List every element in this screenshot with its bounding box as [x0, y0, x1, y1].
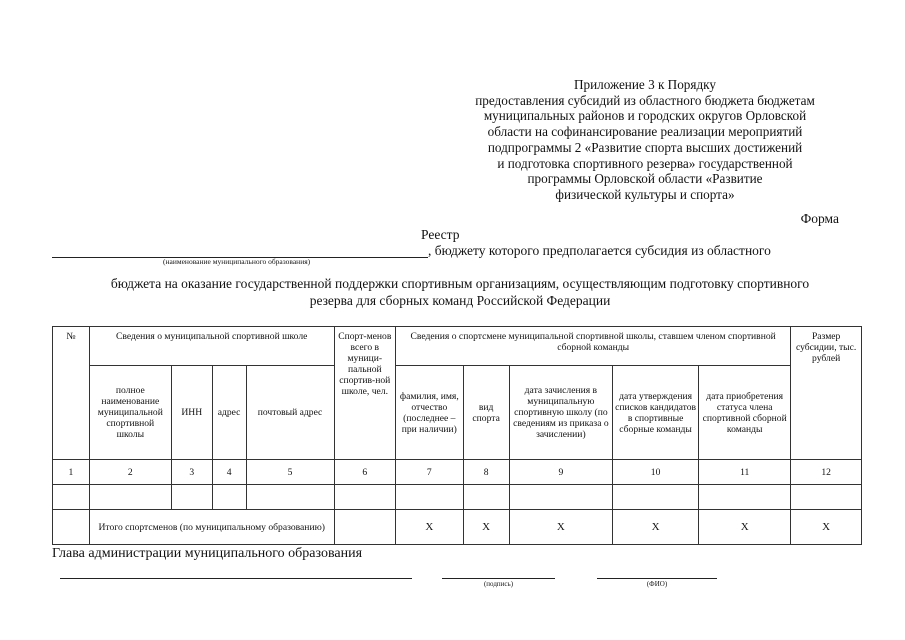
column-number: 6 [334, 460, 395, 485]
inn-header: ИНН [171, 366, 212, 460]
fio-caption: (ФИО) [646, 580, 668, 588]
column-number: 4 [212, 460, 246, 485]
table-cell[interactable] [53, 485, 90, 510]
appendix-header-line: предоставления субсидий из областного бюджета бюджетам [475, 92, 815, 108]
na-mark: Х [699, 510, 791, 545]
appendix-header-line: Приложение 3 к Порядку [574, 77, 716, 92]
form-label: Форма [800, 211, 839, 226]
table-cell[interactable] [396, 485, 464, 510]
na-mark: Х [463, 510, 509, 545]
na-mark: Х [509, 510, 612, 545]
registry-subtitle-line: бюджета на оказание государственной поддержки спортивным организациям, осуществляющим подготовку спортивного [110, 276, 810, 291]
table-cell[interactable] [791, 485, 862, 510]
appendix-header-line: области на софинансирование реализации мероприятий [487, 124, 803, 140]
address-header: адрес [212, 366, 246, 460]
table-cell[interactable] [246, 485, 334, 510]
table-cell[interactable] [463, 485, 509, 510]
enrollment-date-header: дата зачисления в муниципальную спортивную школу (по сведениям из приказа о зачислении) [509, 366, 612, 460]
registry-table [52, 326, 862, 545]
registry-subtitle-part1: , бюджету которого предполагается субсидия из областного [428, 243, 771, 258]
na-mark: Х [613, 510, 699, 545]
table-cell [53, 510, 90, 545]
total-label: Итого спортсменов (по муниципальному образованию) [89, 510, 334, 545]
column-number: 7 [396, 460, 464, 485]
signature-caption: (подпись) [483, 580, 514, 588]
subsidy-amount-header: Размер субсидии, тыс. рублей [791, 327, 862, 460]
list-approval-date-header: дата утверждения списков кандидатов в спортивные сборные команды [613, 366, 699, 460]
column-number: 5 [246, 460, 334, 485]
table-cell[interactable] [509, 485, 612, 510]
column-numbers-row [53, 460, 862, 485]
column-number: 3 [171, 460, 212, 485]
na-mark: Х [396, 510, 464, 545]
table-cell[interactable] [212, 485, 246, 510]
appendix-header-line: муниципальных районов и городских округов Орловской [483, 108, 807, 124]
athlete-info-header: Сведения о спортсмене муниципальной спортивной школы, ставшем членом спортивной сборной команды [396, 327, 791, 366]
position-line[interactable] [60, 577, 412, 579]
na-mark: Х [791, 510, 862, 545]
registry-subtitle [40, 276, 880, 309]
table-row-empty [53, 485, 862, 510]
school-info-header: Сведения о муниципальной спортивной школе [89, 327, 334, 366]
school-full-name-header: полное наименование муниципальной спортивной школы [89, 366, 171, 460]
registry-title: Реестр [421, 227, 460, 242]
column-number: 8 [463, 460, 509, 485]
appendix-header [430, 77, 860, 203]
status-date-header: дата приобретения статуса члена спортивной сборной команды [699, 366, 791, 460]
appendix-header-line: и подготовка спортивного резерва» государственной [497, 155, 793, 171]
total-row [53, 510, 862, 545]
sportsmen-total-header: Спорт-менов всего в муници-пальной спортив-ной школе, чел. [334, 327, 395, 460]
signature-line[interactable] [442, 577, 555, 579]
table-cell[interactable] [334, 485, 395, 510]
column-number: 9 [509, 460, 612, 485]
column-number: 10 [613, 460, 699, 485]
sport-type-header: вид спорта [463, 366, 509, 460]
column-number: 1 [53, 460, 90, 485]
total-sportsmen-cell[interactable] [334, 510, 395, 545]
column-number: 12 [791, 460, 862, 485]
registry-subtitle-line: резерва для сборных команд Российской Федерации [309, 292, 611, 308]
appendix-header-line: программы Орловской области «Развитие [527, 171, 763, 187]
col-number-header: № [53, 327, 90, 460]
appendix-header-line: физической культуры и спорта» [555, 186, 735, 202]
postal-address-header: почтовый адрес [246, 366, 334, 460]
column-number: 2 [89, 460, 171, 485]
table-cell[interactable] [171, 485, 212, 510]
table-cell[interactable] [89, 485, 171, 510]
fio-line[interactable] [597, 577, 717, 579]
appendix-header-line: подпрограммы 2 «Развитие спорта высших достижений [487, 139, 803, 155]
table-cell[interactable] [699, 485, 791, 510]
athlete-fio-header: фамилия, имя, отчество (последнее – при наличии) [396, 366, 464, 460]
column-number: 11 [699, 460, 791, 485]
head-of-administration-label: Глава администрации муниципального образования [52, 546, 363, 561]
municipality-name-caption: (наименование муниципального образования) [163, 257, 311, 266]
table-cell[interactable] [613, 485, 699, 510]
